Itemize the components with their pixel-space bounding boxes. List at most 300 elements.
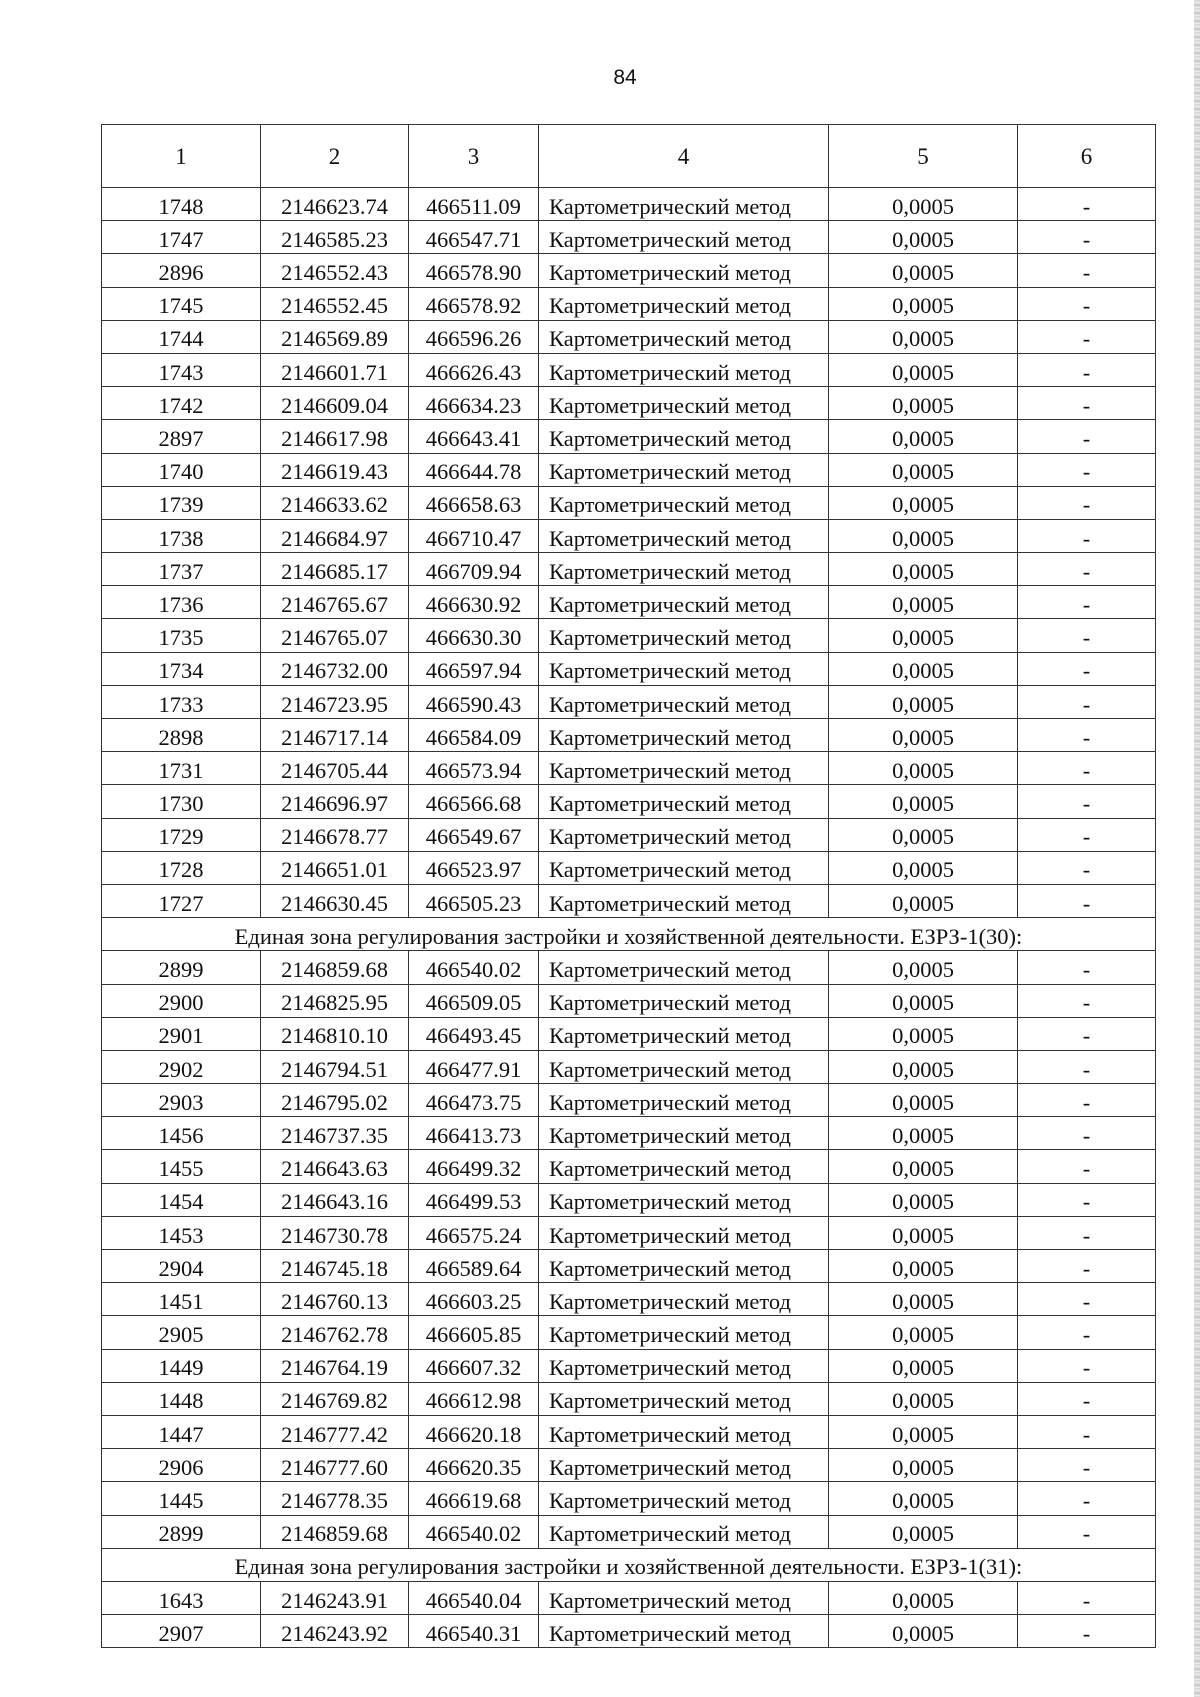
x-coordinate-cell: 2146765.67 xyxy=(261,586,409,619)
note-cell: - xyxy=(1018,619,1156,652)
point-number-cell: 1748 xyxy=(102,188,261,221)
accuracy-cell: 0,0005 xyxy=(829,884,1018,917)
x-coordinate-cell: 2146764.19 xyxy=(261,1349,409,1382)
y-coordinate-cell: 466499.32 xyxy=(409,1150,539,1183)
note-cell: - xyxy=(1018,188,1156,221)
point-number-cell: 1747 xyxy=(102,221,261,254)
y-coordinate-cell: 466710.47 xyxy=(409,519,539,552)
point-number-cell: 1455 xyxy=(102,1150,261,1183)
accuracy-cell: 0,0005 xyxy=(829,984,1018,1017)
method-cell: Картометрический метод xyxy=(539,752,829,785)
note-cell: - xyxy=(1018,1316,1156,1349)
accuracy-cell: 0,0005 xyxy=(829,1250,1018,1283)
table-row xyxy=(102,1216,1156,1249)
table-row xyxy=(102,188,1156,221)
y-coordinate-cell: 466605.85 xyxy=(409,1316,539,1349)
accuracy-cell: 0,0005 xyxy=(829,1349,1018,1382)
x-coordinate-cell: 2146678.77 xyxy=(261,818,409,851)
table-row xyxy=(102,254,1156,287)
y-coordinate-cell: 466630.92 xyxy=(409,586,539,619)
note-cell: - xyxy=(1018,818,1156,851)
x-coordinate-cell: 2146552.45 xyxy=(261,287,409,320)
y-coordinate-cell: 466473.75 xyxy=(409,1084,539,1117)
table-row xyxy=(102,1615,1156,1648)
y-coordinate-cell: 466578.90 xyxy=(409,254,539,287)
accuracy-cell: 0,0005 xyxy=(829,1615,1018,1648)
accuracy-cell: 0,0005 xyxy=(829,685,1018,718)
header-cell-5: 5 xyxy=(829,125,1018,188)
method-cell: Картометрический метод xyxy=(539,486,829,519)
method-cell: Картометрический метод xyxy=(539,1283,829,1316)
point-number-cell: 2898 xyxy=(102,719,261,752)
point-number-cell: 1730 xyxy=(102,785,261,818)
method-cell: Картометрический метод xyxy=(539,1216,829,1249)
method-cell: Картометрический метод xyxy=(539,221,829,254)
point-number-cell: 1449 xyxy=(102,1349,261,1382)
y-coordinate-cell: 466634.23 xyxy=(409,387,539,420)
x-coordinate-cell: 2146569.89 xyxy=(261,320,409,353)
accuracy-cell: 0,0005 xyxy=(829,785,1018,818)
point-number-cell: 1727 xyxy=(102,884,261,917)
y-coordinate-cell: 466626.43 xyxy=(409,353,539,386)
y-coordinate-cell: 466603.25 xyxy=(409,1283,539,1316)
accuracy-cell: 0,0005 xyxy=(829,1515,1018,1548)
note-cell: - xyxy=(1018,719,1156,752)
accuracy-cell: 0,0005 xyxy=(829,951,1018,984)
table-row xyxy=(102,1050,1156,1083)
y-coordinate-cell: 466596.26 xyxy=(409,320,539,353)
point-number-cell: 1744 xyxy=(102,320,261,353)
table-row xyxy=(102,1581,1156,1614)
note-cell: - xyxy=(1018,785,1156,818)
point-number-cell: 1448 xyxy=(102,1382,261,1415)
method-cell: Картометрический метод xyxy=(539,984,829,1017)
method-cell: Картометрический метод xyxy=(539,719,829,752)
y-coordinate-cell: 466540.04 xyxy=(409,1581,539,1614)
accuracy-cell: 0,0005 xyxy=(829,1415,1018,1448)
x-coordinate-cell: 2146617.98 xyxy=(261,420,409,453)
point-number-cell: 1742 xyxy=(102,387,261,420)
y-coordinate-cell: 466540.31 xyxy=(409,1615,539,1648)
table-row xyxy=(102,221,1156,254)
x-coordinate-cell: 2146745.18 xyxy=(261,1250,409,1283)
point-number-cell: 1447 xyxy=(102,1415,261,1448)
accuracy-cell: 0,0005 xyxy=(829,1316,1018,1349)
accuracy-cell: 0,0005 xyxy=(829,619,1018,652)
note-cell: - xyxy=(1018,1415,1156,1448)
table-row xyxy=(102,586,1156,619)
point-number-cell: 1738 xyxy=(102,519,261,552)
point-number-cell: 1731 xyxy=(102,752,261,785)
y-coordinate-cell: 466547.71 xyxy=(409,221,539,254)
table-row xyxy=(102,1084,1156,1117)
method-cell: Картометрический метод xyxy=(539,287,829,320)
note-cell: - xyxy=(1018,1150,1156,1183)
table-row xyxy=(102,619,1156,652)
note-cell: - xyxy=(1018,884,1156,917)
table-row xyxy=(102,785,1156,818)
table-row xyxy=(102,1316,1156,1349)
method-cell: Картометрический метод xyxy=(539,1382,829,1415)
note-cell: - xyxy=(1018,1382,1156,1415)
accuracy-cell: 0,0005 xyxy=(829,1050,1018,1083)
x-coordinate-cell: 2146705.44 xyxy=(261,752,409,785)
table-row xyxy=(102,1117,1156,1150)
accuracy-cell: 0,0005 xyxy=(829,420,1018,453)
method-cell: Картометрический метод xyxy=(539,254,829,287)
x-coordinate-cell: 2146643.63 xyxy=(261,1150,409,1183)
accuracy-cell: 0,0005 xyxy=(829,1216,1018,1249)
section-heading-row xyxy=(102,918,1156,951)
method-cell: Картометрический метод xyxy=(539,884,829,917)
table-row xyxy=(102,1482,1156,1515)
y-coordinate-cell: 466477.91 xyxy=(409,1050,539,1083)
accuracy-cell: 0,0005 xyxy=(829,221,1018,254)
x-coordinate-cell: 2146243.91 xyxy=(261,1581,409,1614)
point-number-cell: 1739 xyxy=(102,486,261,519)
y-coordinate-cell: 466505.23 xyxy=(409,884,539,917)
note-cell: - xyxy=(1018,254,1156,287)
method-cell: Картометрический метод xyxy=(539,188,829,221)
table-body xyxy=(102,188,1156,1648)
note-cell: - xyxy=(1018,752,1156,785)
note-cell: - xyxy=(1018,1515,1156,1548)
note-cell: - xyxy=(1018,1581,1156,1614)
method-cell: Картометрический метод xyxy=(539,1084,829,1117)
header-cell-3: 3 xyxy=(409,125,539,188)
accuracy-cell: 0,0005 xyxy=(829,719,1018,752)
y-coordinate-cell: 466509.05 xyxy=(409,984,539,1017)
point-number-cell: 2903 xyxy=(102,1084,261,1117)
x-coordinate-cell: 2146737.35 xyxy=(261,1117,409,1150)
scan-edge xyxy=(1194,0,1200,1697)
table-row xyxy=(102,1183,1156,1216)
point-number-cell: 1453 xyxy=(102,1216,261,1249)
accuracy-cell: 0,0005 xyxy=(829,1382,1018,1415)
y-coordinate-cell: 466573.94 xyxy=(409,752,539,785)
point-number-cell: 2900 xyxy=(102,984,261,1017)
table-row xyxy=(102,1349,1156,1382)
x-coordinate-cell: 2146825.95 xyxy=(261,984,409,1017)
header-cell-2: 2 xyxy=(261,125,409,188)
x-coordinate-cell: 2146601.71 xyxy=(261,353,409,386)
note-cell: - xyxy=(1018,1216,1156,1249)
coordinates-table xyxy=(101,124,1156,1648)
x-coordinate-cell: 2146777.42 xyxy=(261,1415,409,1448)
x-coordinate-cell: 2146795.02 xyxy=(261,1084,409,1117)
header-cell-4: 4 xyxy=(539,125,829,188)
table-row xyxy=(102,851,1156,884)
accuracy-cell: 0,0005 xyxy=(829,519,1018,552)
point-number-cell: 1743 xyxy=(102,353,261,386)
y-coordinate-cell: 466597.94 xyxy=(409,652,539,685)
x-coordinate-cell: 2146633.62 xyxy=(261,486,409,519)
x-coordinate-cell: 2146696.97 xyxy=(261,785,409,818)
x-coordinate-cell: 2146762.78 xyxy=(261,1316,409,1349)
x-coordinate-cell: 2146685.17 xyxy=(261,553,409,586)
accuracy-cell: 0,0005 xyxy=(829,1017,1018,1050)
y-coordinate-cell: 466644.78 xyxy=(409,453,539,486)
y-coordinate-cell: 466589.64 xyxy=(409,1250,539,1283)
point-number-cell: 1445 xyxy=(102,1482,261,1515)
x-coordinate-cell: 2146732.00 xyxy=(261,652,409,685)
accuracy-cell: 0,0005 xyxy=(829,1449,1018,1482)
table-row xyxy=(102,652,1156,685)
accuracy-cell: 0,0005 xyxy=(829,287,1018,320)
point-number-cell: 2901 xyxy=(102,1017,261,1050)
accuracy-cell: 0,0005 xyxy=(829,586,1018,619)
accuracy-cell: 0,0005 xyxy=(829,1117,1018,1150)
y-coordinate-cell: 466584.09 xyxy=(409,719,539,752)
table-row xyxy=(102,818,1156,851)
accuracy-cell: 0,0005 xyxy=(829,453,1018,486)
note-cell: - xyxy=(1018,553,1156,586)
accuracy-cell: 0,0005 xyxy=(829,353,1018,386)
table-row xyxy=(102,420,1156,453)
method-cell: Картометрический метод xyxy=(539,851,829,884)
note-cell: - xyxy=(1018,984,1156,1017)
x-coordinate-cell: 2146717.14 xyxy=(261,719,409,752)
point-number-cell: 1735 xyxy=(102,619,261,652)
method-cell: Картометрический метод xyxy=(539,1615,829,1648)
point-number-cell: 1733 xyxy=(102,685,261,718)
header-cell-6: 6 xyxy=(1018,125,1156,188)
method-cell: Картометрический метод xyxy=(539,1150,829,1183)
y-coordinate-cell: 466499.53 xyxy=(409,1183,539,1216)
x-coordinate-cell: 2146723.95 xyxy=(261,685,409,718)
x-coordinate-cell: 2146552.43 xyxy=(261,254,409,287)
accuracy-cell: 0,0005 xyxy=(829,387,1018,420)
x-coordinate-cell: 2146651.01 xyxy=(261,851,409,884)
x-coordinate-cell: 2146730.78 xyxy=(261,1216,409,1249)
table-row xyxy=(102,453,1156,486)
note-cell: - xyxy=(1018,1250,1156,1283)
accuracy-cell: 0,0005 xyxy=(829,254,1018,287)
table-row xyxy=(102,320,1156,353)
table-row xyxy=(102,1150,1156,1183)
table-row xyxy=(102,387,1156,420)
method-cell: Картометрический метод xyxy=(539,785,829,818)
method-cell: Картометрический метод xyxy=(539,453,829,486)
table-row xyxy=(102,685,1156,718)
point-number-cell: 2899 xyxy=(102,1515,261,1548)
point-number-cell: 2897 xyxy=(102,420,261,453)
note-cell: - xyxy=(1018,1482,1156,1515)
y-coordinate-cell: 466620.35 xyxy=(409,1449,539,1482)
table-row xyxy=(102,1283,1156,1316)
accuracy-cell: 0,0005 xyxy=(829,818,1018,851)
point-number-cell: 2904 xyxy=(102,1250,261,1283)
note-cell: - xyxy=(1018,685,1156,718)
point-number-cell: 2896 xyxy=(102,254,261,287)
table-row xyxy=(102,553,1156,586)
x-coordinate-cell: 2146684.97 xyxy=(261,519,409,552)
table-row xyxy=(102,1017,1156,1050)
note-cell: - xyxy=(1018,1283,1156,1316)
section-heading: Единая зона регулирования застройки и хозяйственной деятельности. ЕЗРЗ-1(31): xyxy=(102,1548,1156,1581)
point-number-cell: 1737 xyxy=(102,553,261,586)
note-cell: - xyxy=(1018,387,1156,420)
table-row xyxy=(102,984,1156,1017)
section-heading: Единая зона регулирования застройки и хозяйственной деятельности. ЕЗРЗ-1(30): xyxy=(102,918,1156,951)
y-coordinate-cell: 466575.24 xyxy=(409,1216,539,1249)
accuracy-cell: 0,0005 xyxy=(829,851,1018,884)
table-row xyxy=(102,884,1156,917)
page-number: 84 xyxy=(613,66,637,89)
point-number-cell: 1729 xyxy=(102,818,261,851)
x-coordinate-cell: 2146769.82 xyxy=(261,1382,409,1415)
y-coordinate-cell: 466566.68 xyxy=(409,785,539,818)
table-row xyxy=(102,1250,1156,1283)
y-coordinate-cell: 466549.67 xyxy=(409,818,539,851)
point-number-cell: 2907 xyxy=(102,1615,261,1648)
method-cell: Картометрический метод xyxy=(539,1515,829,1548)
point-number-cell: 1643 xyxy=(102,1581,261,1614)
method-cell: Картометрический метод xyxy=(539,553,829,586)
note-cell: - xyxy=(1018,1183,1156,1216)
y-coordinate-cell: 466413.73 xyxy=(409,1117,539,1150)
note-cell: - xyxy=(1018,1084,1156,1117)
point-number-cell: 2905 xyxy=(102,1316,261,1349)
x-coordinate-cell: 2146778.35 xyxy=(261,1482,409,1515)
method-cell: Картометрический метод xyxy=(539,387,829,420)
accuracy-cell: 0,0005 xyxy=(829,1084,1018,1117)
note-cell: - xyxy=(1018,1449,1156,1482)
method-cell: Картометрический метод xyxy=(539,652,829,685)
method-cell: Картометрический метод xyxy=(539,1449,829,1482)
accuracy-cell: 0,0005 xyxy=(829,1581,1018,1614)
table-row xyxy=(102,752,1156,785)
method-cell: Картометрический метод xyxy=(539,1482,829,1515)
coordinates-table-wrapper xyxy=(101,124,1155,1648)
note-cell: - xyxy=(1018,221,1156,254)
point-number-cell: 1736 xyxy=(102,586,261,619)
method-cell: Картометрический метод xyxy=(539,320,829,353)
y-coordinate-cell: 466511.09 xyxy=(409,188,539,221)
table-row xyxy=(102,1449,1156,1482)
accuracy-cell: 0,0005 xyxy=(829,1482,1018,1515)
y-coordinate-cell: 466619.68 xyxy=(409,1482,539,1515)
x-coordinate-cell: 2146859.68 xyxy=(261,1515,409,1548)
y-coordinate-cell: 466643.41 xyxy=(409,420,539,453)
point-number-cell: 1456 xyxy=(102,1117,261,1150)
accuracy-cell: 0,0005 xyxy=(829,652,1018,685)
x-coordinate-cell: 2146623.74 xyxy=(261,188,409,221)
accuracy-cell: 0,0005 xyxy=(829,1283,1018,1316)
x-coordinate-cell: 2146609.04 xyxy=(261,387,409,420)
table-row xyxy=(102,1515,1156,1548)
header-cell-1: 1 xyxy=(102,125,261,188)
x-coordinate-cell: 2146859.68 xyxy=(261,951,409,984)
table-row xyxy=(102,1415,1156,1448)
point-number-cell: 1454 xyxy=(102,1183,261,1216)
note-cell: - xyxy=(1018,1615,1156,1648)
y-coordinate-cell: 466590.43 xyxy=(409,685,539,718)
x-coordinate-cell: 2146794.51 xyxy=(261,1050,409,1083)
method-cell: Картометрический метод xyxy=(539,1183,829,1216)
y-coordinate-cell: 466523.97 xyxy=(409,851,539,884)
y-coordinate-cell: 466540.02 xyxy=(409,951,539,984)
y-coordinate-cell: 466620.18 xyxy=(409,1415,539,1448)
method-cell: Картометрический метод xyxy=(539,1349,829,1382)
note-cell: - xyxy=(1018,320,1156,353)
section-heading-row xyxy=(102,1548,1156,1581)
x-coordinate-cell: 2146777.60 xyxy=(261,1449,409,1482)
method-cell: Картометрический метод xyxy=(539,1316,829,1349)
method-cell: Картометрический метод xyxy=(539,1017,829,1050)
note-cell: - xyxy=(1018,1349,1156,1382)
method-cell: Картометрический метод xyxy=(539,1117,829,1150)
y-coordinate-cell: 466630.30 xyxy=(409,619,539,652)
method-cell: Картометрический метод xyxy=(539,685,829,718)
y-coordinate-cell: 466578.92 xyxy=(409,287,539,320)
method-cell: Картометрический метод xyxy=(539,1415,829,1448)
x-coordinate-cell: 2146765.07 xyxy=(261,619,409,652)
note-cell: - xyxy=(1018,1050,1156,1083)
accuracy-cell: 0,0005 xyxy=(829,553,1018,586)
y-coordinate-cell: 466607.32 xyxy=(409,1349,539,1382)
point-number-cell: 2902 xyxy=(102,1050,261,1083)
table-row xyxy=(102,353,1156,386)
point-number-cell: 1734 xyxy=(102,652,261,685)
point-number-cell: 2906 xyxy=(102,1449,261,1482)
note-cell: - xyxy=(1018,851,1156,884)
note-cell: - xyxy=(1018,1117,1156,1150)
point-number-cell: 2899 xyxy=(102,951,261,984)
method-cell: Картометрический метод xyxy=(539,1050,829,1083)
method-cell: Картометрический метод xyxy=(539,951,829,984)
method-cell: Картометрический метод xyxy=(539,519,829,552)
note-cell: - xyxy=(1018,519,1156,552)
y-coordinate-cell: 466658.63 xyxy=(409,486,539,519)
x-coordinate-cell: 2146243.92 xyxy=(261,1615,409,1648)
method-cell: Картометрический метод xyxy=(539,818,829,851)
x-coordinate-cell: 2146643.16 xyxy=(261,1183,409,1216)
table-row xyxy=(102,951,1156,984)
note-cell: - xyxy=(1018,453,1156,486)
method-cell: Картометрический метод xyxy=(539,1581,829,1614)
x-coordinate-cell: 2146760.13 xyxy=(261,1283,409,1316)
point-number-cell: 1745 xyxy=(102,287,261,320)
accuracy-cell: 0,0005 xyxy=(829,188,1018,221)
note-cell: - xyxy=(1018,951,1156,984)
note-cell: - xyxy=(1018,652,1156,685)
method-cell: Картометрический метод xyxy=(539,353,829,386)
y-coordinate-cell: 466709.94 xyxy=(409,553,539,586)
table-row xyxy=(102,519,1156,552)
note-cell: - xyxy=(1018,586,1156,619)
note-cell: - xyxy=(1018,287,1156,320)
note-cell: - xyxy=(1018,353,1156,386)
table-row xyxy=(102,287,1156,320)
table-header-row xyxy=(102,125,1156,188)
y-coordinate-cell: 466540.02 xyxy=(409,1515,539,1548)
x-coordinate-cell: 2146630.45 xyxy=(261,884,409,917)
point-number-cell: 1451 xyxy=(102,1283,261,1316)
table-row xyxy=(102,1382,1156,1415)
note-cell: - xyxy=(1018,1017,1156,1050)
note-cell: - xyxy=(1018,486,1156,519)
x-coordinate-cell: 2146585.23 xyxy=(261,221,409,254)
method-cell: Картометрический метод xyxy=(539,586,829,619)
y-coordinate-cell: 466612.98 xyxy=(409,1382,539,1415)
x-coordinate-cell: 2146619.43 xyxy=(261,453,409,486)
x-coordinate-cell: 2146810.10 xyxy=(261,1017,409,1050)
note-cell: - xyxy=(1018,420,1156,453)
accuracy-cell: 0,0005 xyxy=(829,486,1018,519)
accuracy-cell: 0,0005 xyxy=(829,752,1018,785)
table-row xyxy=(102,486,1156,519)
